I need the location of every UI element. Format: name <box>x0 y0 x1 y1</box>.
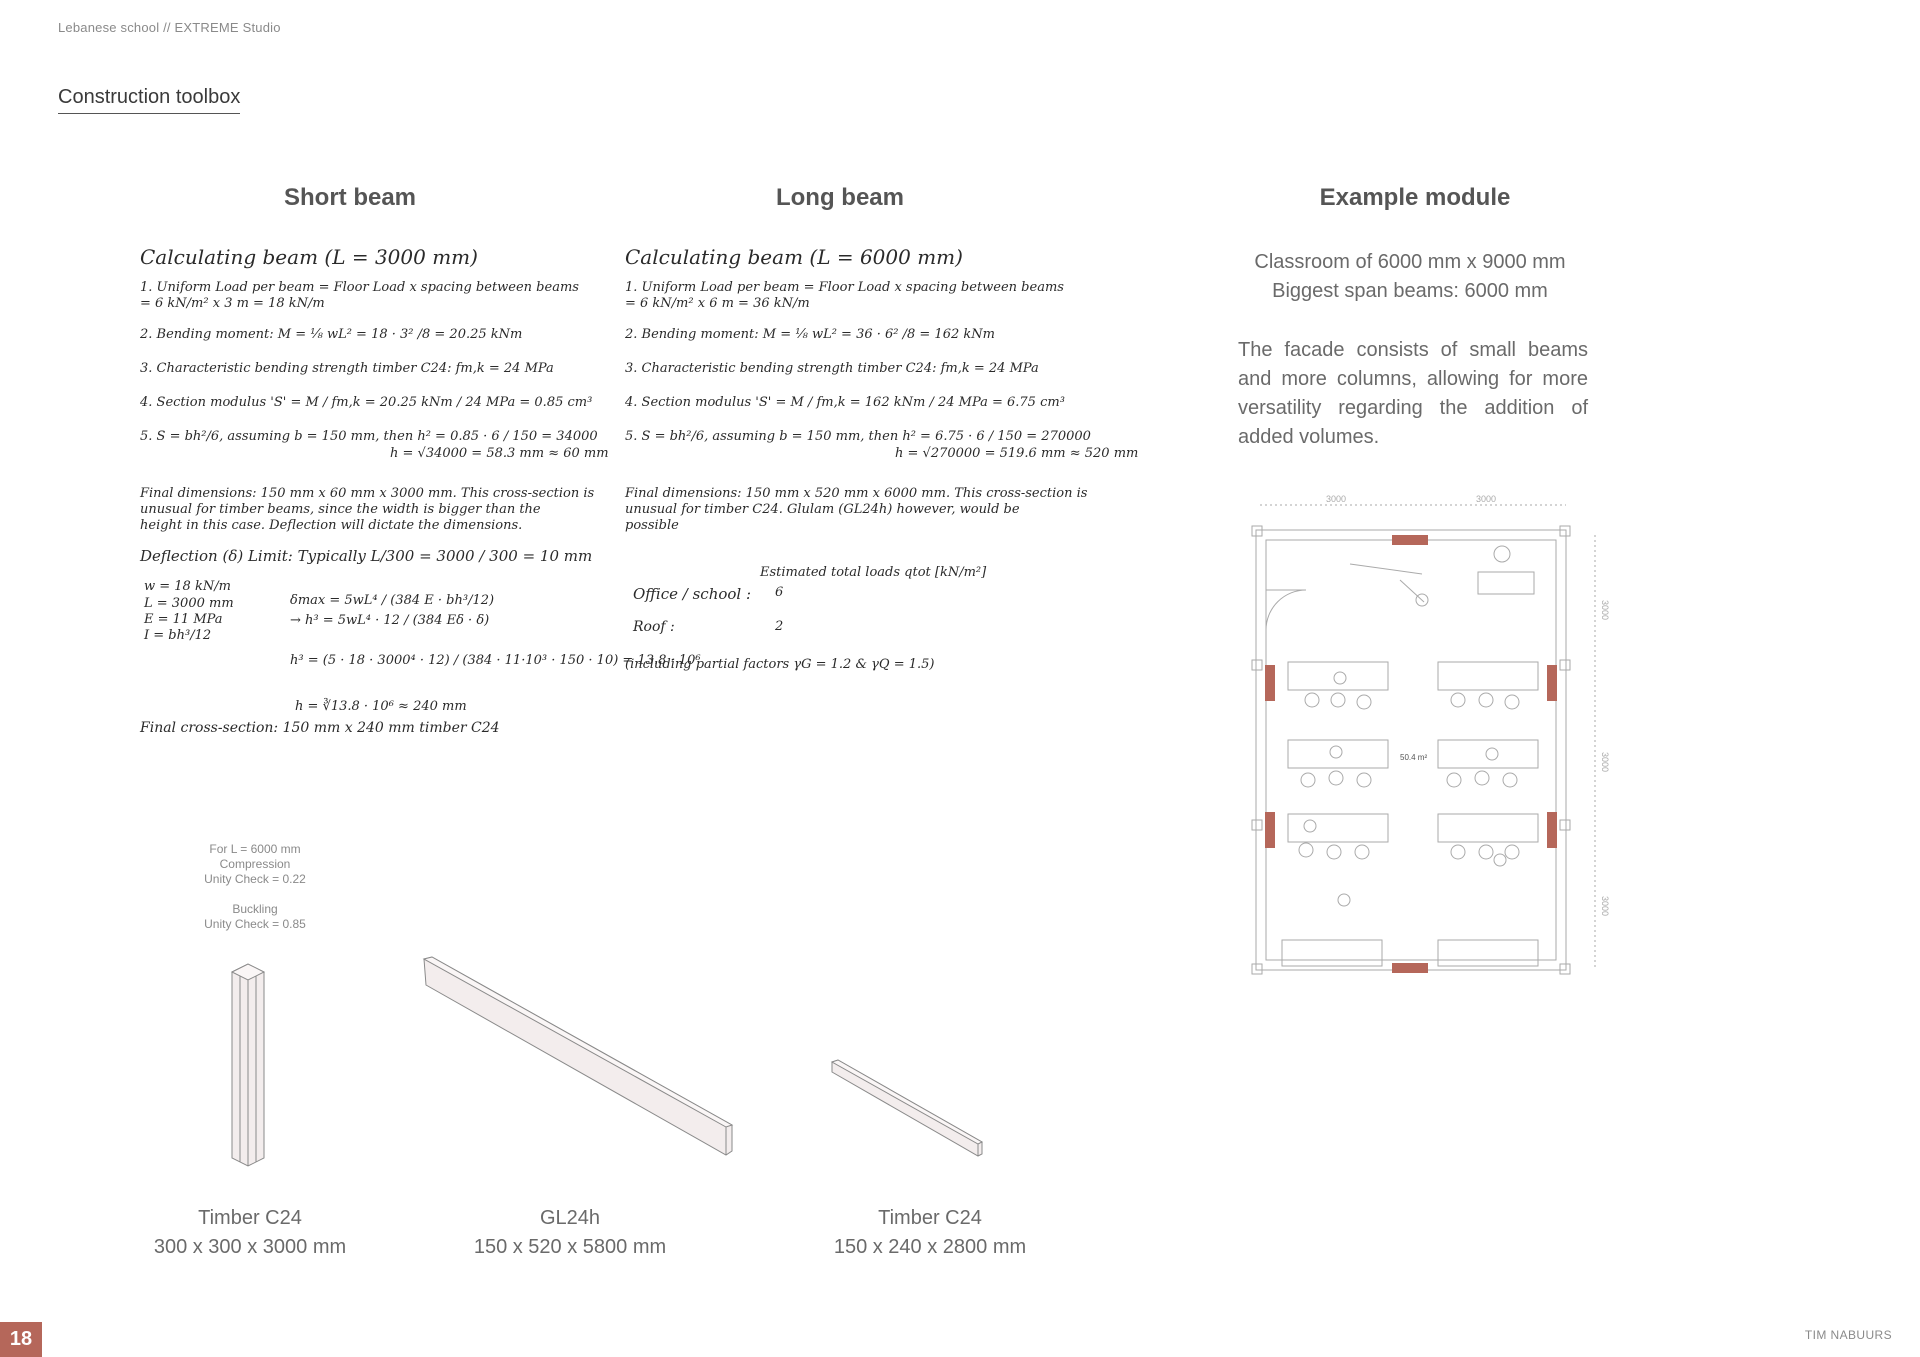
loads-header: Estimated total loads qtot [kN/m²] <box>760 564 987 580</box>
long-beam-heading: Calculating beam (L = 6000 mm) <box>625 245 963 269</box>
beam-marker <box>1265 665 1275 701</box>
calc-step: 3. Characteristic bending strength timber C24: fm,k = 24 MPa <box>140 360 554 376</box>
calc-step: 2. Bending moment: M = ⅛ wL² = 36 · 6² /8 = 162 kNm <box>625 326 995 342</box>
formula: → h³ = 5wL⁴ · 12 / (384 Eδ · δ) <box>290 613 490 629</box>
variable: E = 11 MPa <box>144 611 223 627</box>
variable: L = 3000 mm <box>144 595 234 611</box>
beam-marker <box>1392 535 1428 545</box>
partial-factors: (including partial factors γG = 1.2 & γQ = 1.5) <box>625 656 935 672</box>
element-dims: 150 x 520 x 5800 mm <box>473 1236 667 1258</box>
check-line: For L = 6000 mm <box>209 842 301 856</box>
timber-column-drawing <box>220 960 280 1170</box>
calc-step: 1. Uniform Load per beam = Floor Load x spacing between beams <box>140 280 579 295</box>
beam-marker <box>1265 812 1275 848</box>
calc-step: = 6 kN/m² x 6 m = 36 kN/m <box>625 296 810 312</box>
calc-step: = 6 kN/m² x 3 m = 18 kN/m <box>140 296 325 312</box>
calc-step: 4. Section modulus 'S' = M / fm,k = 20.25 kNm / 24 MPa = 0.85 cm³ <box>140 395 593 410</box>
long-beam-calculation <box>625 245 1139 673</box>
example-module-title: Example module <box>1319 184 1511 211</box>
calc-step: 3. Characteristic bending strength timber C24: fm,k = 24 MPa <box>625 360 1039 376</box>
element-caption <box>460 1204 680 1262</box>
load-label: Office / school : <box>633 584 752 603</box>
final-note-line: possible <box>625 518 679 534</box>
beam-marker <box>1547 812 1557 848</box>
element-caption <box>820 1204 1040 1262</box>
module-line-1: Classroom of 6000 mm x 9000 mm <box>1254 251 1566 273</box>
calc-step: 5. S = bh²/6, assuming b = 150 mm, then h² = 0.85 · 6 / 150 = 34000 <box>140 429 598 445</box>
load-value: 6 <box>775 584 784 600</box>
plan-inner-wall <box>1266 540 1556 960</box>
dimension-label: 3000 <box>1476 494 1497 504</box>
dimension-label: 3000 <box>1326 494 1347 504</box>
element-name: Timber C24 <box>878 1207 982 1229</box>
module-description: The facade consists of small beams and more columns, allowing for more versatility regarding the addition of added volumes. <box>1238 339 1588 448</box>
formula: h³ = (5 · 18 · 3000⁴ · 12) / (384 · 11·10³ · 150 · 10) = 13.8 · 10⁶ <box>290 653 701 669</box>
element-caption <box>140 1204 360 1262</box>
beam-marker <box>1547 665 1557 701</box>
final-note-line: Final dimensions: 150 mm x 520 mm x 6000 mm. This cross-section is <box>625 485 1088 501</box>
final-note-line: Final dimensions: 150 mm x 60 mm x 3000 mm. This cross-section is <box>140 485 595 501</box>
formula: h = ∛13.8 · 10⁶ ≈ 240 mm <box>295 699 467 715</box>
final-section: Final cross-section: 150 mm x 240 mm timber C24 <box>140 719 500 736</box>
timber-beam-drawing <box>830 1058 990 1158</box>
final-note-line: height in this case. Deflection will dictate the dimensions. <box>140 518 523 534</box>
formula: δmax = 5wL⁴ / (384 E · bh³/12) <box>290 593 495 609</box>
element-name: Timber C24 <box>198 1207 302 1229</box>
calc-step: 1. Uniform Load per beam = Floor Load x spacing between beams <box>625 280 1064 295</box>
project-header: Lebanese school // EXTREME Studio <box>58 20 281 35</box>
beam-marker <box>1392 963 1428 973</box>
dimension-label: 3000 <box>1600 752 1610 773</box>
element-dims: 150 x 240 x 2800 mm <box>833 1236 1027 1258</box>
check-line: Unity Check = 0.85 <box>204 917 306 931</box>
module-line-2: Biggest span beams: 6000 mm <box>1272 280 1548 302</box>
dimension-label: 3000 <box>1600 600 1610 621</box>
plan-outer-wall <box>1256 530 1566 970</box>
area-label: 50.4 m² <box>1400 753 1428 762</box>
element-dims: 300 x 300 x 3000 mm <box>153 1236 347 1258</box>
section-title: Construction toolbox <box>58 86 240 114</box>
load-label: Roof : <box>633 618 675 635</box>
floor-plan <box>1240 490 1620 1000</box>
check-line: Buckling <box>232 902 278 916</box>
calc-step: 5. S = bh²/6, assuming b = 150 mm, then h² = 6.75 · 6 / 150 = 270000 <box>625 429 1091 445</box>
calc-step: h = √34000 = 58.3 mm ≈ 60 mm <box>390 445 609 461</box>
column-check <box>180 842 330 932</box>
element-name: GL24h <box>539 1207 601 1229</box>
long-beam-title: Long beam <box>775 184 904 211</box>
variable: I = bh³/12 <box>144 628 212 643</box>
short-beam-heading: Calculating beam (L = 3000 mm) <box>140 245 478 269</box>
variable: w = 18 kN/m <box>144 579 231 595</box>
page-number: 18 <box>0 1322 42 1357</box>
deflection-line: Deflection (δ) Limit: Typically L/300 = 3000 / 300 = 10 mm <box>140 546 593 565</box>
calc-step: h = √270000 = 519.6 mm ≈ 520 mm <box>895 445 1139 461</box>
load-value: 2 <box>775 618 784 634</box>
dimension-label: 3000 <box>1600 896 1610 917</box>
author-name: TIM NABUURS <box>1804 1328 1892 1342</box>
check-line <box>180 887 330 902</box>
calc-step: 2. Bending moment: M = ⅛ wL² = 18 · 3² /8 = 20.25 kNm <box>140 326 523 342</box>
calc-step: 4. Section modulus 'S' = M / fm,k = 162 kNm / 24 MPa = 6.75 cm³ <box>625 395 1065 410</box>
check-line: Compression <box>219 857 291 871</box>
final-note-line: unusual for timber beams, since the width is bigger than the <box>140 502 541 517</box>
short-beam-title: Short beam <box>283 184 417 211</box>
final-note-line: unusual for timber C24. Glulam (GL24h) however, would be <box>625 502 1020 517</box>
glulam-beam-drawing <box>420 955 740 1175</box>
check-line: Unity Check = 0.22 <box>204 872 306 886</box>
